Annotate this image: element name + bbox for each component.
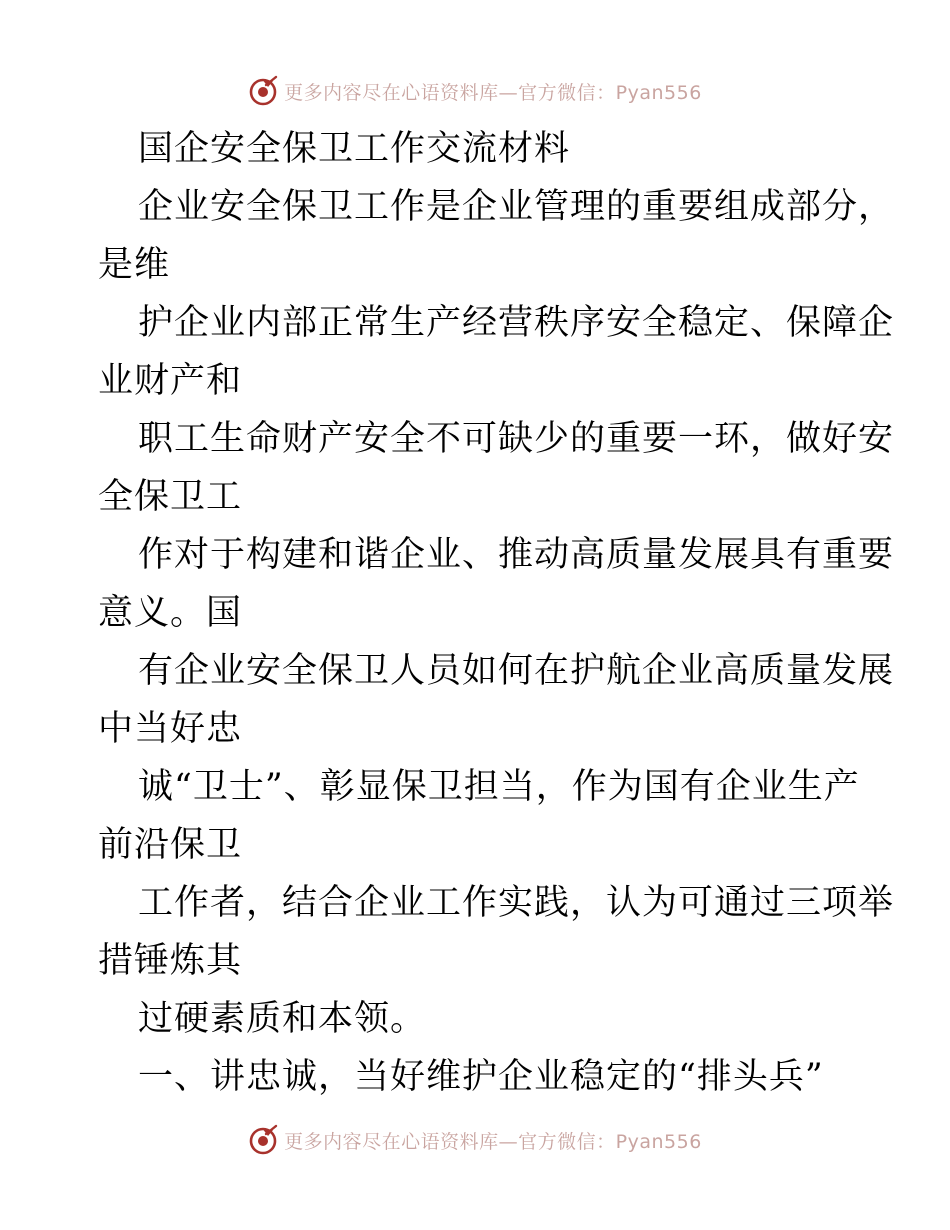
doc-line: 工作者，结合企业工作实践，认为可通过三项举 — [138, 883, 895, 923]
watermark-text: 更多内容尽在心语资料库—官方微信：Pyan556 — [284, 81, 702, 104]
watermark-text: 更多内容尽在心语资料库—官方微信：Pyan556 — [284, 1130, 702, 1153]
doc-line: 作对于构建和谐企业、推动高质量发展具有重要 — [138, 535, 895, 575]
wechat-id: Pyan556 — [615, 1130, 702, 1153]
wechat-id: Pyan556 — [615, 81, 702, 104]
doc-line: 有企业安全保卫人员如何在护航企业高质量发展 — [138, 651, 895, 691]
doc-line: 诚“卫士”、彰显保卫担当，作为国有企业生产 — [138, 767, 860, 807]
doc-line: 过硬素质和本领。 — [138, 999, 427, 1039]
doc-line: 全保卫工 — [98, 477, 243, 517]
doc-line: 是维 — [98, 245, 171, 285]
doc-title: 国企安全保卫工作交流材料 — [138, 129, 571, 169]
section-heading: 一、讲忠诚，当好维护企业稳定的“排头兵” — [138, 1057, 824, 1097]
pen-logo-icon — [248, 75, 280, 107]
document-body — [98, 120, 895, 1106]
doc-line: 业财产和 — [98, 361, 243, 401]
header-watermark — [0, 71, 950, 111]
pen-logo-icon — [248, 1124, 280, 1156]
doc-line: 措锤炼其 — [98, 941, 243, 981]
footer-watermark — [0, 1120, 950, 1160]
doc-line: 职工生命财产安全不可缺少的重要一环，做好安 — [138, 419, 895, 459]
doc-line: 前沿保卫 — [98, 825, 243, 865]
doc-line: 企业安全保卫工作是企业管理的重要组成部分， — [138, 187, 895, 227]
doc-line: 护企业内部正常生产经营秩序安全稳定、保障企 — [138, 303, 895, 343]
doc-line: 中当好忠 — [98, 709, 243, 749]
doc-line: 意义。国 — [98, 593, 243, 633]
